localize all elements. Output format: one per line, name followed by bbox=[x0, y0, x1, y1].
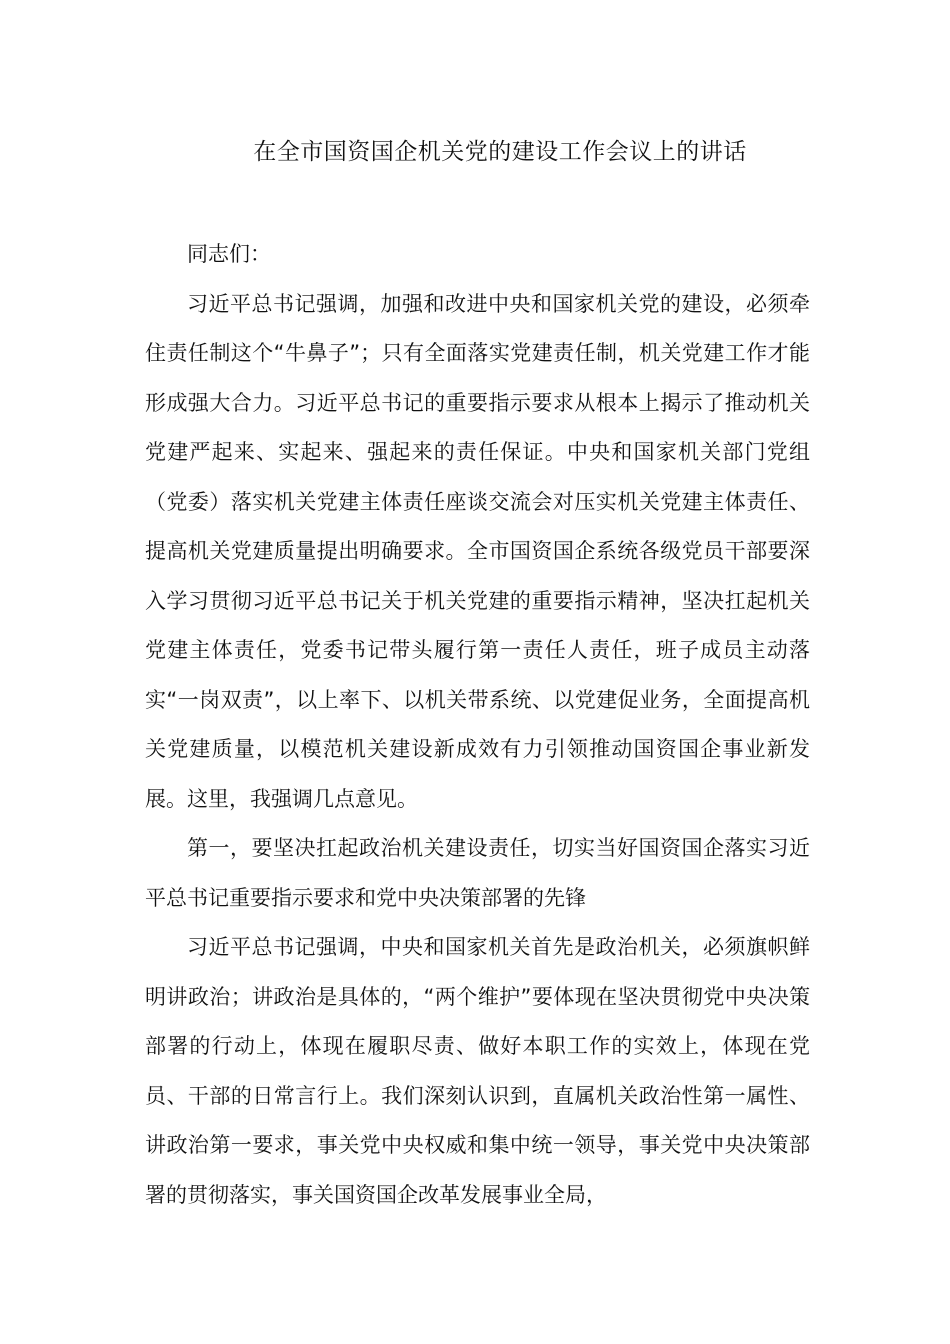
document-title: 在全市国资国企机关党的建设工作会议上的讲话 bbox=[253, 139, 747, 165]
salutation-paragraph: 同志们： bbox=[187, 242, 271, 266]
body-paragraph: 习近平总书记强调，加强和改进中央和国家机关党的建设，必须牵住责任制这个“牛鼻子”；只有全面落实党建责任制，机关党建工作才能形成强大合力。习近平总书记的重要指示要求从根本上揭示了推动机关党建严起来、实起来、强起来的责任保证。中央和国家机关部门党组（党委）落实机关党建主体责任座谈交流会对压实机关党建主体责任、提高机关党建质量提出明确要求。全市国资国企系统各级党员干部要深入学习贯彻习近平总书记关于机关党建的重要指示精神，坚决扛起机关党建主体责任，党委书记带头履行第一责任人责任，班子成员主动落实“一岗双责”，以上率下、以机关带系统、以党建促业务，全面提高机关党建质量，以模范机关建设新成效有力引领推动国资国企事业新发展。这里，我强调几点意见。 bbox=[145, 291, 810, 811]
document-body bbox=[145, 230, 810, 1220]
body-paragraph: 习近平总书记强调，中央和国家机关首先是政治机关，必须旗帜鲜明讲政治；讲政治是具体的，“两个维护”要体现在坚决贯彻党中央决策部署的行动上，体现在履职尽责、做好本职工作的实效上，体现在党员、干部的日常言行上。我们深刻认识到，直属机关政治性第一属性、讲政治第一要求，事关党中央权威和集中统一领导，事关党中央决策部署的贯彻落实，事关国资国企改革发展事业全局， bbox=[145, 935, 810, 1207]
section-heading-paragraph: 第一，要坚决扛起政治机关建设责任，切实当好国资国企落实习近平总书记重要指示要求和党中央决策部署的先锋 bbox=[145, 836, 810, 910]
